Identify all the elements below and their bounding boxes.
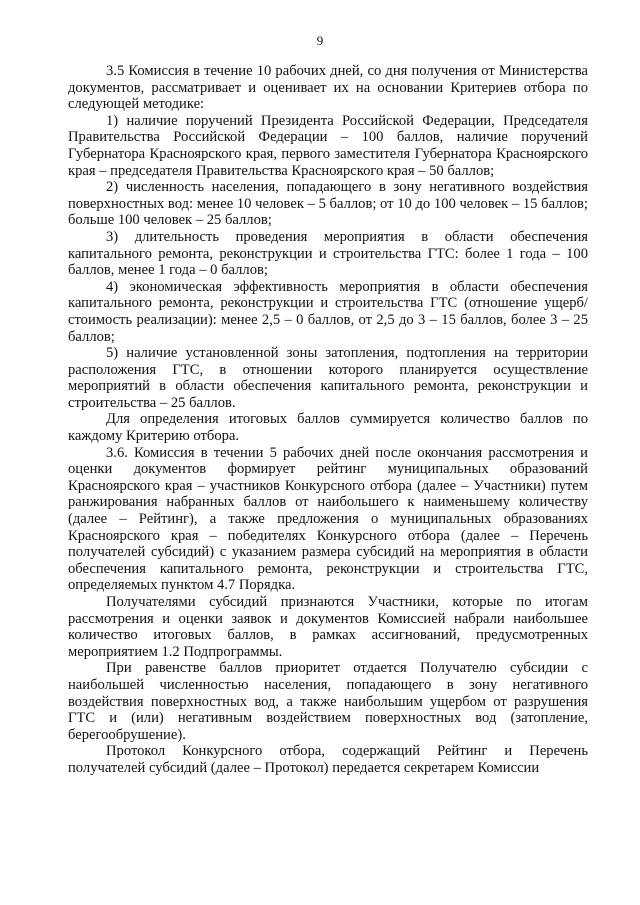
paragraph-recipients: Получателями субсидий признаются Участники, которые по итогам рассмотрения и оценки заявок и документов Комиссией набрали наибольшее количество итоговых баллов, в рамках ассигнований, предусмотренных мероприятием 1.2 Подпрограммы. <box>68 594 588 660</box>
paragraph-tie-break: При равенстве баллов приоритет отдается Получателю субсидии с наибольшей численностью населения, попадающего в зону негативного воздействия поверхностных вод, а также наибольшим ущербом от разрушения ГТС и (или) негативным воздействием поверхностных вод (затопление, берегообрушение). <box>68 660 588 743</box>
criterion-4: 4) экономическая эффективность мероприятия в области обеспечения капитального ремонта, реконструкции и строительства ГТС (отношение ущерб/стоимость реализации): менее 2,5 – 0 баллов, от 2,5 до 3 – 15 баллов, более 3 – 25 баллов; <box>68 278 588 345</box>
paragraph-3-5: 3.5 Комиссия в течение 10 рабочих дней, со дня получения от Министерства документов, рассматривает и оценивает их на основании Критериев отбора по следующей методике: <box>68 63 588 113</box>
paragraph-total-score: Для определения итоговых баллов суммируется количество баллов по каждому Критерию отбора. <box>68 411 588 445</box>
paragraph-3-6: 3.6. Комиссия в течении 5 рабочих дней после окончания рассмотрения и оценки документов формирует рейтинг муниципальных образований Красноярского края – участников Конкурсного отбора (далее – Участники) путем ранжирования набранных баллов от наибольшего к наименьшему количеству (далее – Рейтинг), а также предложения о муниципальных образованиях Красноярского края – победителях Конкурсного отбора (далее – Перечень получателей субсидий) с указанием размера субсидий на мероприятия в области обеспечения капитального ремонта, реконструкции и строительства ГТС, определяемых пунктом 4.7 Порядка. <box>68 444 588 594</box>
criterion-5: 5) наличие установленной зоны затопления, подтопления на территории расположения ГТС, в отношении которого планируется осуществление мероприятий в области обеспечения капитального ремонта, реконструкции и строительства – 25 баллов. <box>68 345 588 411</box>
paragraph-protocol: Протокол Конкурсного отбора, содержащий Рейтинг и Перечень получателей субсидий (далее – Протокол) передается секретарем Комиссии <box>68 743 588 776</box>
criterion-3: 3) длительность проведения мероприятия в области обеспечения капитального ремонта, реконструкции и строительства ГТС: более 1 года – 100 баллов, менее 1 года – 0 баллов; <box>68 228 588 279</box>
page-number: 9 <box>316 33 324 48</box>
criterion-2: 2) численность населения, попадающего в зону негативного воздействия поверхностных вод: менее 10 человек – 5 баллов; от 10 до 100 человек – 15 баллов; больше 100 человек – 25 баллов; <box>68 179 588 229</box>
document-body <box>68 63 588 777</box>
criterion-1: 1) наличие поручений Президента Российской Федерации, Председателя Правительства Российской Федерации – 100 баллов, наличие поручений Губернатора Красноярского края, первого заместителя Губернатора Красноярского края – председателя Правительства Красноярского края – 50 баллов; <box>68 112 588 179</box>
